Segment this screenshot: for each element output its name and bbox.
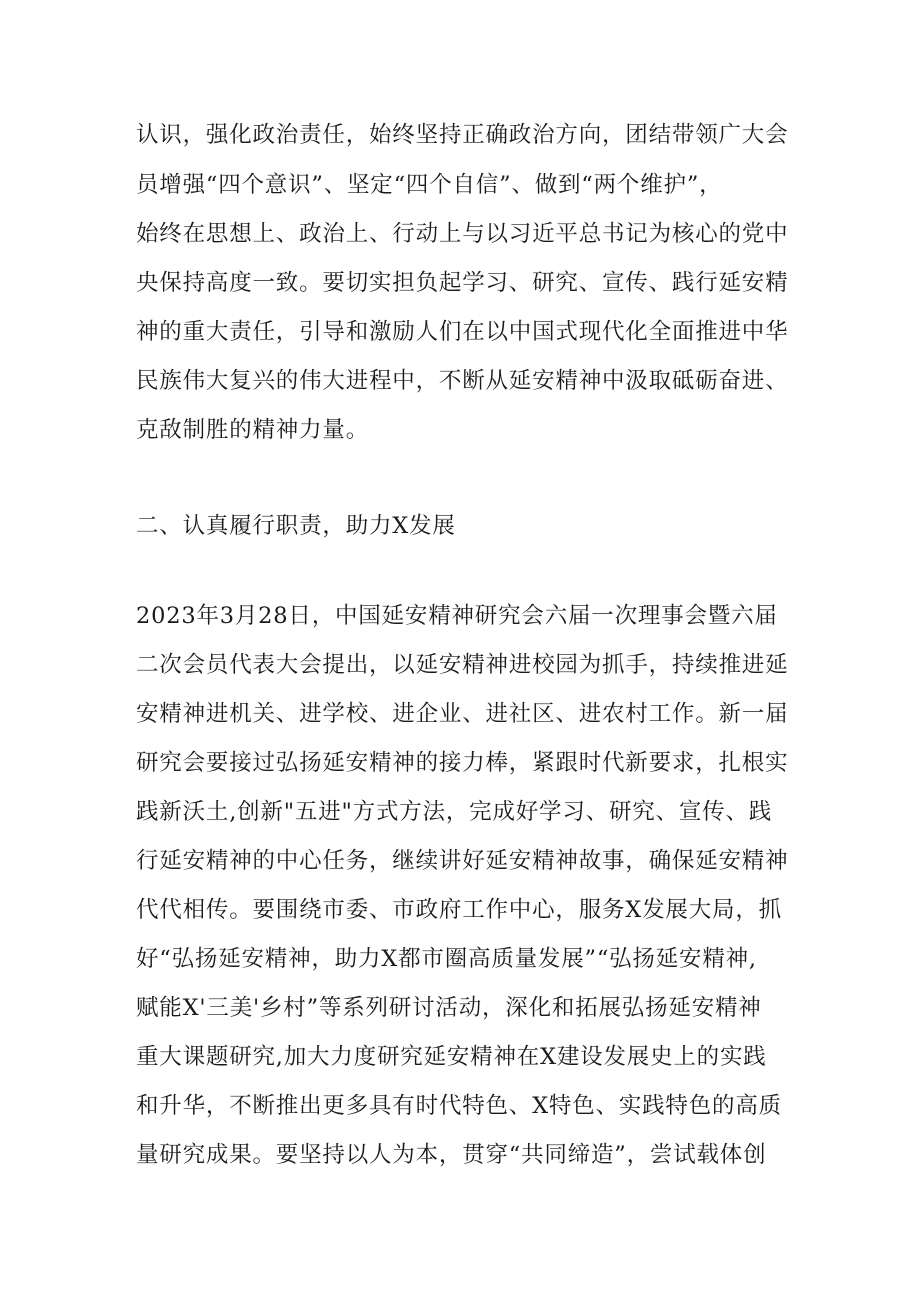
paragraph-2-line-11: 和升华，不断推出更多具有时代特色、X特色、实践特色的高质 [136,1093,782,1119]
section-heading: 二、认真履行职责，助力X发展 [136,513,456,539]
paragraph-2-line-9: 赋能X'三美'乡村”等系列研讨活动，深化和拓展弘扬延安精神 [136,995,762,1021]
paragraph-1-line-5: 神的重大责任，引导和激励人们在以中国式现代化全面推进中华 [136,319,789,345]
paragraph-2-line-5: 践新沃土,创新"五进"方式方法，完成好学习、研究、宣传、践 [136,799,773,825]
paragraph-2-line-8: 好“弘扬延安精神，助力X都市圈高质量发展”“弘扬延安精神, [136,946,757,972]
paragraph-2-line-4: 研究会要接过弘扬延安精神的接力棒，紧跟时代新要求，扎根实 [136,750,789,776]
paragraph-2-line-6: 行延安精神的中心任务，继续讲好延安精神故事，确保延安精神 [136,848,789,874]
paragraph-2-line-10: 重大课题研究,加大力度研究延安精神在X建设发展史上的实践 [136,1044,767,1070]
paragraph-1-line-7: 克敌制胜的精神力量。 [136,417,370,443]
paragraph-1-line-2: 员增强“四个意识”、坚定“四个自信”、做到“两个维护”， [136,172,723,198]
paragraph-2-line-3: 安精神进机关、进学校、进企业、进社区、进农村工作。新一届 [136,701,789,727]
paragraph-2-line-1: 2023年3月28日，中国延安精神研究会六届一次理事会暨六届 [136,603,778,629]
paragraph-2-line-12: 量研究成果。要坚持以人为本，贯穿“共同缔造”，尝试载体创 [136,1142,767,1168]
paragraph-1-line-6: 民族伟大复兴的伟大进程中，不断从延安精神中汲取砥砺奋进、 [136,368,789,394]
paragraph-2-line-7: 代代相传。要围绕市委、市政府工作中心，服务X发展大局，抓 [136,897,782,923]
paragraph-2-line-2: 二次会员代表大会提出，以延安精神进校园为抓手，持续推进延 [136,652,789,678]
paragraph-1-line-4: 央保持高度一致。要切实担负起学习、研究、宣传、践行延安精 [136,270,789,296]
paragraph-1-line-1: 认识，强化政治责任，始终坚持正确政治方向，团结带领广大会 [136,122,789,148]
paragraph-1-line-3: 始终在思想上、政治上、行动上与以习近平总书记为核心的党中 [136,221,789,247]
